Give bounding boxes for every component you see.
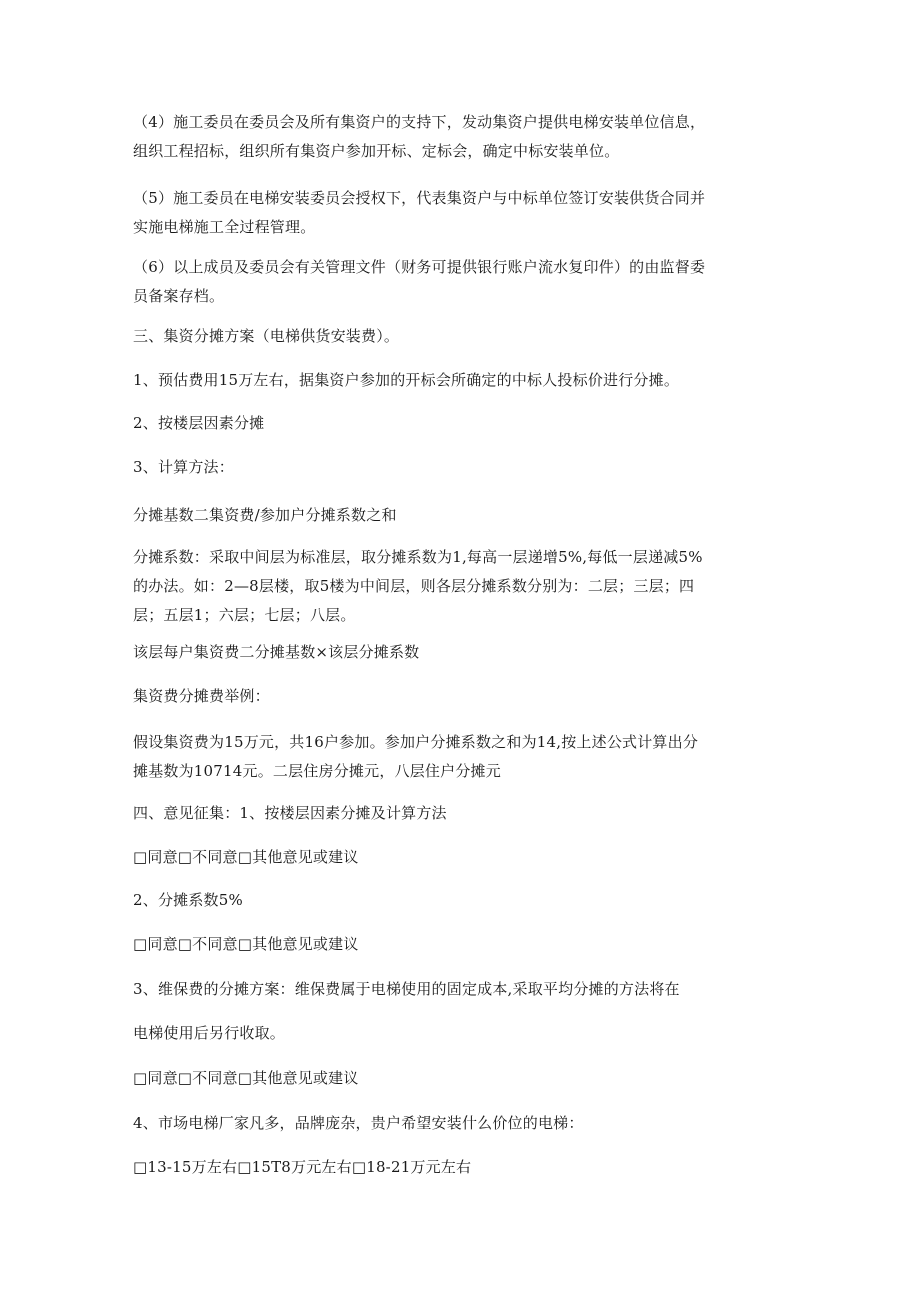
text-line: □13-15万左右□15T8万元左右□18-21万元左右 [133,1158,472,1176]
text-line: 组织工程招标，组织所有集资户参加开标、定标会，确定中标安装单位。 [133,142,620,160]
text-line: 三、集资分摊方案（电梯供货安装费）。 [133,327,400,345]
price-range-options [133,1153,793,1182]
text-line: 员备案存档。 [133,287,225,305]
text-line: □同意□不同意□其他意见或建议 [133,1069,359,1087]
opinion-options-3 [133,1064,793,1093]
text-line: 1、预估费用15万左右，据集资户参加的开标会所确定的中标人投标价进行分摊。 [133,371,680,389]
text-line: 3、计算方法： [133,458,234,476]
item-coefficient-5pct [133,886,793,915]
item-calculation-method [133,453,793,482]
text-line: 四、意见征集：1、按楼层因素分摊及计算方法 [133,804,447,822]
paragraph-archive-documents [133,253,793,311]
text-line: 分摊基数二集资费/参加户分摊系数之和 [133,506,397,524]
text-line: 层；五层1；六层；七层；八层。 [133,606,356,624]
text-line: 该层每户集资费二分摊基数×该层分摊系数 [133,643,420,661]
text-line: （5）施工委员在电梯安装委员会授权下，代表集资户与中标单位签订安装供货合同并 [133,189,706,207]
text-line: □同意□不同意□其他意见或建议 [133,935,359,953]
section-heading-opinion-collection [133,799,793,828]
formula-allocation-base [133,501,793,530]
text-line: 摊基数为10714元。二层住房分摊元，八层住户分摊元 [133,762,501,780]
paragraph-example [133,728,793,786]
opinion-options-1 [133,843,793,872]
text-line: 2、按楼层因素分摊 [133,414,265,432]
text-line: 分摊系数：采取中间层为标准层，取分摊系数为1,每高一层递增5%,每低一层递减5% [133,548,703,566]
item-price-range-question [133,1109,793,1138]
text-line: 3、维保费的分摊方案：维保费属于电梯使用的固定成本,采取平均分摊的方法将在 [133,980,680,998]
item-maintenance-fee-cont [133,1019,793,1048]
text-line: □同意□不同意□其他意见或建议 [133,848,359,866]
text-line: 2、分摊系数5% [133,891,243,909]
opinion-options-2 [133,930,793,959]
text-line: 集资费分摊费举例： [133,687,270,705]
formula-household-fee [133,638,793,667]
text-line: 实施电梯施工全过程管理。 [133,218,316,236]
paragraph-allocation-coefficient [133,543,793,630]
paragraph-construction-member-contract [133,184,793,242]
section-heading-fund-allocation [133,322,793,351]
item-floor-factor [133,409,793,438]
paragraph-construction-member-tender [133,108,793,166]
example-heading [133,682,793,711]
text-line: （6）以上成员及委员会有关管理文件（财务可提供银行账户流水复印件）的由监督委 [133,258,706,276]
text-line: 4、市场电梯厂家凡多，品牌庞杂，贵户希望安装什么价位的电梯： [133,1114,584,1132]
item-maintenance-fee [133,975,793,1004]
text-line: 的办法。如：2—8层楼，取5楼为中间层，则各层分摊系数分别为：二层；三层；四 [133,577,695,595]
text-line: 电梯使用后另行收取。 [133,1024,286,1042]
text-line: 假设集资费为15万元，共16户参加。参加户分摊系数之和为14,按上述公式计算出分 [133,733,699,751]
item-estimated-cost [133,366,793,395]
text-line: （4）施工委员在委员会及所有集资户的支持下，发动集资户提供电梯安装单位信息， [133,113,706,131]
